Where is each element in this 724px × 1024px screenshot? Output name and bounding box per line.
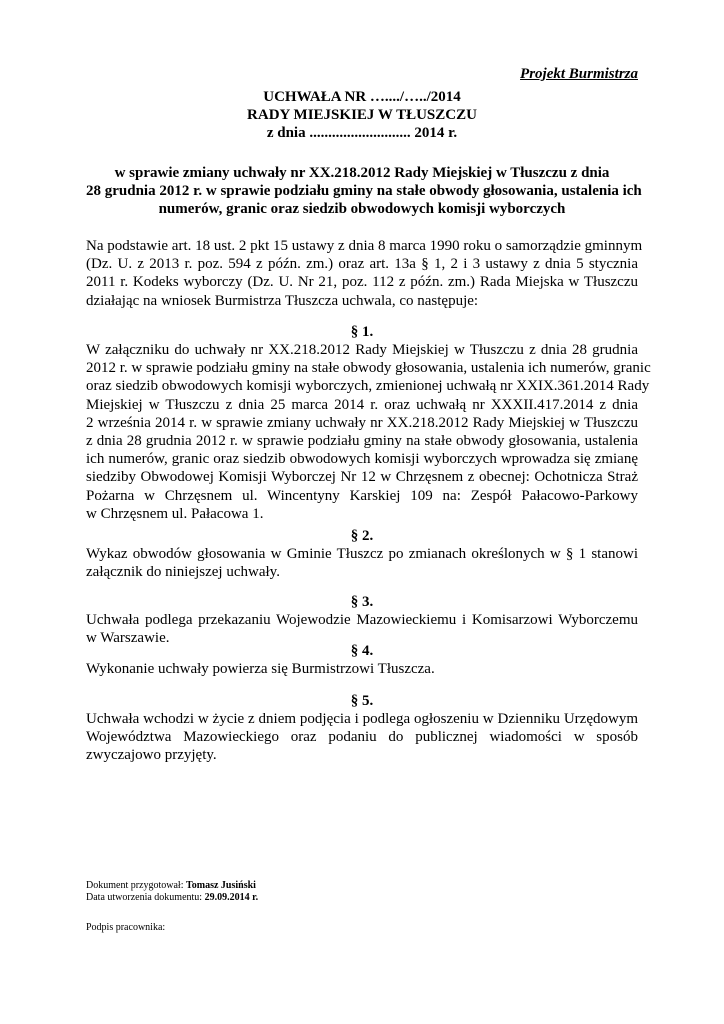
section-line: Województwa Mazowieckiego oraz podaniu do publicznej wiadomości w sposób bbox=[86, 729, 638, 746]
section-line: z dnia 28 grudnia 2012 r. w sprawie podziału gminy na stałe obwody głosowania, ustalenia bbox=[86, 432, 638, 449]
section-line: Uchwała wchodzi w życie z dniem podjęcia i podlega ogłoszeniu w Dzienniku Urzędowym bbox=[86, 711, 638, 727]
subject-line: w sprawie zmiany uchwały nr XX.218.2012 Rady Miejskiej w Tłuszczu z dnia bbox=[114, 165, 610, 181]
council-name: RADY MIEJSKIEJ W TŁUSZCZU bbox=[247, 107, 477, 123]
section-line: zwyczajowo przyjęty. bbox=[86, 747, 217, 764]
section-line: Wykaz obwodów głosowania w Gminie Tłuszcz po zmianach określonych w § 1 stanowi bbox=[86, 546, 638, 562]
resolution-date: z dnia ........................... 2014 r. bbox=[266, 125, 458, 141]
creation-date-label: Data utworzenia dokumentu: bbox=[86, 892, 203, 903]
section-line: Pożarna w Chrzęsnem ul. Wincentyny Karskiej 109 na: Zespół Pałacowo-Parkowy bbox=[86, 487, 638, 504]
resolution-number: UCHWAŁA NR …..../…../2014 bbox=[263, 89, 461, 105]
prepared-by bbox=[86, 880, 256, 892]
resolution-heading bbox=[0, 88, 724, 142]
section-line: w Warszawie. bbox=[86, 630, 170, 647]
subject-line: numerów, granic oraz siedzib obwodowych komisji wyborczych bbox=[158, 201, 566, 217]
section-2 bbox=[86, 527, 638, 581]
section-1 bbox=[86, 323, 651, 523]
section-line: w Chrzęsnem ul. Pałacowa 1. bbox=[86, 505, 264, 522]
section-line: ich numerów, granic oraz siedzib obwodowych komisji wyborczych wprowadza się zmianę bbox=[86, 451, 638, 468]
section-line: Miejskiej w Tłuszczu z dnia 25 marca 2014 r. oraz uchwałą nr XXXII.417.2014 z dnia bbox=[86, 396, 638, 413]
section-mark: § 2. bbox=[350, 528, 374, 544]
creation-date bbox=[86, 892, 258, 904]
prepared-by-name: Tomasz Jusiński bbox=[185, 880, 256, 891]
signature-line bbox=[86, 922, 165, 934]
preamble bbox=[86, 237, 643, 310]
section-mark: § 3. bbox=[350, 594, 374, 610]
prepared-by-label: Dokument przygotował: bbox=[86, 880, 184, 891]
resolution-subject bbox=[86, 164, 642, 218]
creation-date-value: 29.09.2014 r. bbox=[204, 892, 259, 903]
section-line: W załączniku do uchwały nr XX.218.2012 Rady Miejskiej w Tłuszczu z dnia 28 grudnia bbox=[86, 342, 638, 358]
preamble-line: Na podstawie art. 18 ust. 2 pkt 15 ustawy z dnia 8 marca 1990 roku o samorządzie gminnym bbox=[86, 238, 643, 254]
section-mark: § 4. bbox=[350, 643, 374, 659]
draft-label: Projekt Burmistrza bbox=[520, 66, 638, 82]
preamble-line: 2011 r. Kodeks wyborczy (Dz. U. Nr 21, poz. 112 z późn. zm.) Rada Miejska w Tłuszczu bbox=[86, 274, 638, 291]
section-line: oraz siedzib obwodowych komisji wyborczych, zmienionej uchwałą nr XXIX.361.2014 Rady bbox=[86, 378, 650, 395]
subject-line: 28 grudnia 2012 r. w sprawie podziału gminy na stałe obwody głosowania, ustalenia ich bbox=[86, 183, 642, 199]
section-line: 2 września 2014 r. w sprawie zmiany uchwały nr XX.218.2012 Rady Miejskiej w Tłuszczu bbox=[86, 414, 638, 431]
preamble-line: (Dz. U. z 2013 r. poz. 594 z późn. zm.) oraz art. 13a § 1, 2 i 3 ustawy z dnia 5 stycznia bbox=[86, 256, 638, 273]
section-mark: § 5. bbox=[350, 693, 374, 709]
section-line: załącznik do niniejszej uchwały. bbox=[86, 564, 280, 581]
section-line: Wykonanie uchwały powierza się Burmistrzowi Tłuszcza. bbox=[86, 661, 435, 677]
section-line: siedziby Obwodowej Komisji Wyborczej Nr 12 w Chrzęsnem z obecnej: Ochotnicza Straż bbox=[86, 469, 638, 486]
section-line: Uchwała podlega przekazaniu Wojewodzie Mazowieckiemu i Komisarzowi Wyborczemu bbox=[86, 612, 638, 628]
preamble-line: działając na wniosek Burmistrza Tłuszcza uchwala, co następuje: bbox=[86, 292, 479, 309]
signature-label: Podpis pracownika: bbox=[86, 922, 166, 933]
section-5 bbox=[86, 692, 638, 765]
section-4 bbox=[86, 642, 638, 678]
section-mark: § 1. bbox=[350, 324, 374, 340]
section-3 bbox=[86, 593, 638, 647]
section-line: 2012 r. w sprawie podziału gminy na stałe obwody głosowania, ustalenia ich numerów, granic bbox=[86, 360, 651, 377]
